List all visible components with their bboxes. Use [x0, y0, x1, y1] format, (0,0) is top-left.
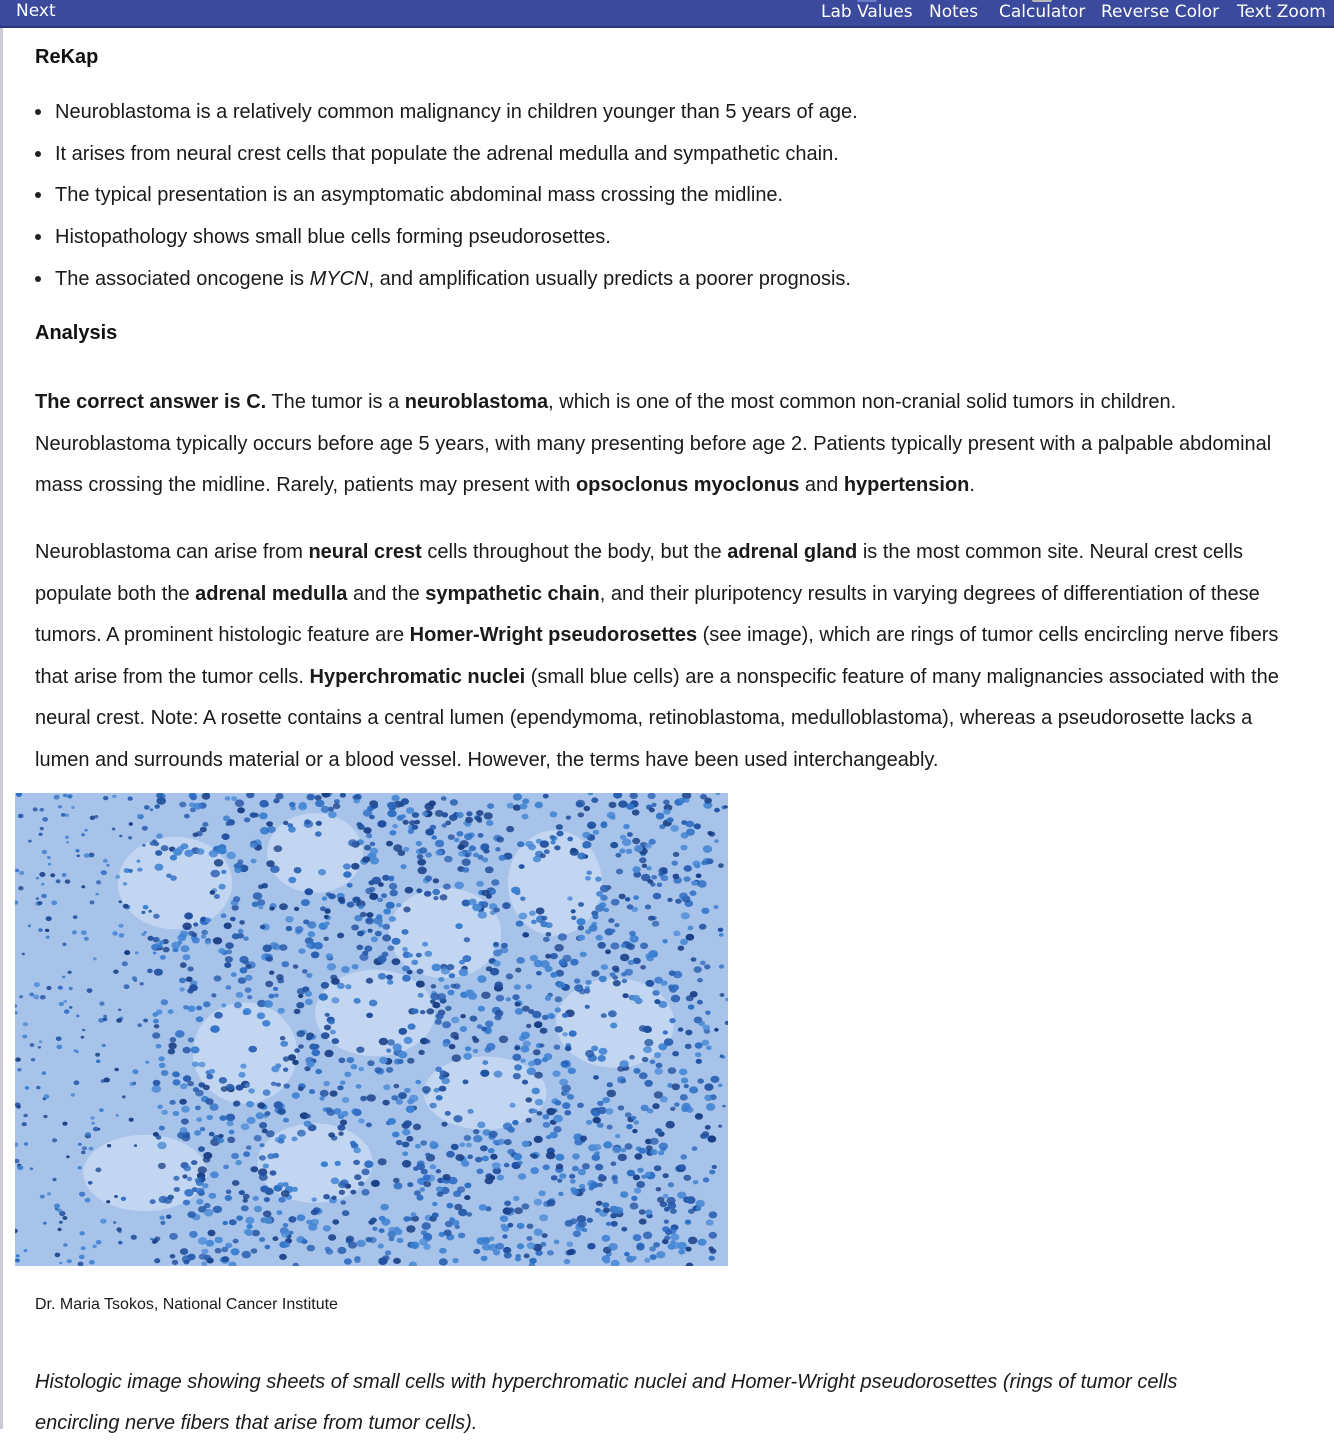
list-item-text: Histopathology shows small blue cells forming pseudorosettes.: [55, 226, 611, 249]
top-toolbar: [0, 0, 1334, 28]
rekap-heading: ReKap: [35, 46, 99, 68]
list-item: [35, 140, 1295, 182]
list-item-text: The typical presentation is an asymptomatic abdominal mass crossing the midline.: [55, 184, 784, 207]
reverse-color-button[interactable]: [1101, 0, 1219, 24]
text-zoom-label: Text Zoom: [1237, 2, 1326, 22]
bullet-icon: [35, 192, 41, 198]
notes-label: Notes: [929, 2, 979, 22]
list-item-text: It arises from neural crest cells that populate the adrenal medulla and sympathetic chain.: [55, 142, 839, 165]
histology-image[interactable]: [15, 793, 728, 1266]
notes-button[interactable]: [929, 0, 978, 24]
image-credit: Dr. Maria Tsokos, National Cancer Institute: [35, 1296, 338, 1313]
bullet-icon: [35, 234, 41, 240]
bullet-icon: [35, 109, 41, 115]
list-item-text: Neuroblastoma is a relatively common malignancy in children younger than 5 years of age.: [55, 101, 858, 123]
gene-name: MYCN: [309, 267, 369, 290]
analysis-heading: Analysis: [35, 322, 118, 344]
list-item: [35, 223, 1295, 265]
left-border: [0, 28, 3, 1429]
calculator-button[interactable]: [999, 0, 1085, 24]
image-caption: Histologic image showing sheets of small cells with hyperchromatic nuclei and Homer-Wright pseudorosettes (rings of tumor cells encircling nerve fibers that arise from tumor cells).: [35, 1371, 1178, 1434]
list-item-text: The associated oncogene is MYCN, and amplification usually predicts a poorer prognosis.: [55, 267, 851, 290]
list-item: [35, 181, 1295, 223]
rekap-list: [35, 98, 1295, 306]
list-item: [35, 98, 1295, 140]
text-zoom-button[interactable]: [1237, 0, 1326, 24]
histology-svg: [15, 793, 728, 1266]
lab-values-icon: [857, 0, 877, 2]
bullet-icon: [35, 276, 41, 282]
bullet-icon: [35, 151, 41, 157]
lab-values-button[interactable]: [821, 0, 913, 24]
calculator-label: Calculator: [999, 2, 1086, 22]
list-item: [35, 265, 1295, 307]
next-button[interactable]: Next: [16, 1, 56, 21]
analysis-paragraph-2: Neuroblastoma can arise from neural crest cells throughout the body, but the adrenal gland is the most common site. Neural crest cells populate both the adrenal medulla and the sympathetic chain, and their pluripotency results in varying degrees of differentiation of these tumors. A prominent histologic feature are Homer-Wright pseudorosettes (see image), which are rings of tumor cells encircling nerve fibers that arise from the tumor cells. Hyperchromatic nuclei (small blue cells) are a nonspecific feature of many malignancies associated with the neural crest. Note: A rosette contains a central lumen (ependymoma, retinoblastoma, medulloblastoma), whereas a pseudorosette lacks a lumen and surrounds material or a blood vessel. However, the terms have been used interchangeably.: [35, 541, 1279, 771]
analysis-paragraph-1: The correct answer is C. The tumor is a neuroblastoma, which is one of the most common non-cranial solid tumors in children. Neuroblastoma typically occurs before age 5 years, with many presenting before age 2. Patients typically present with a palpable abdominal mass crossing the midline. Rarely, patients may present with opsoclonus myoclonus and hypertension.: [35, 391, 1272, 496]
reverse-color-label: Reverse Color: [1101, 2, 1220, 22]
calculator-icon: [1032, 0, 1052, 2]
lab-values-label: Lab Values: [821, 2, 913, 22]
